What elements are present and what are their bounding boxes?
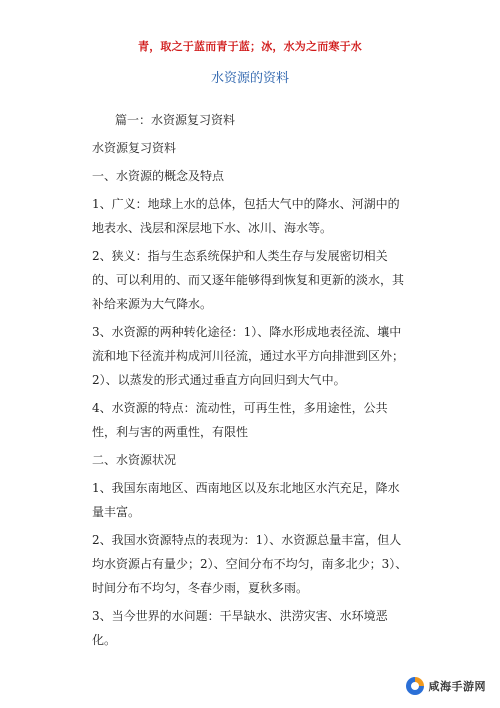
paragraph-national-features: 2、我国水资源特点的表现为：1）、水资源总量丰富，但人均水资源占有量少；2）、空间分布不均匀，南多北少；3）、时间分布不均匀，冬春少雨，夏秋多雨。: [92, 533, 408, 595]
subtitle: 水资源复习资料: [92, 141, 177, 155]
section-heading-status: 二、水资源状况: [92, 453, 177, 467]
paragraph-narrow-definition: 2、狭义：指与生态系统保护和人类生存与发展密切相关的、可以利用的、而又逐年能够得到恢复和更新的淡水，其补给来源为大气降水。: [92, 249, 405, 311]
paragraph-transformation-paths: 3、水资源的两种转化途径：1）、降水形成地表径流、壤中流和地下径流并构成河川径流，通过水平方向排泄到区外；2）、以蒸发的形式通过垂直方向回归到大气中。: [92, 325, 405, 387]
paragraph-regional-rainfall: 1、我国东南地区、西南地区以及东北地区水汽充足，降水量丰富。: [92, 481, 400, 519]
site-name: 咸海手游网: [428, 680, 486, 693]
section-heading-part-one: 篇一：水资源复习资料: [115, 113, 236, 127]
paragraph-broad-definition: 1、广义：地球上水的总体，包括大气中的降水、河湖中的地表水、浅层和深层地下水、冰川、海水等。: [92, 197, 400, 235]
site-watermark: [405, 676, 487, 696]
document-title: 水资源的资料: [210, 71, 289, 86]
paragraph-characteristics: 4、水资源的特点：流动性，可再生性，多用途性，公共性，利与害的两重性，有限性: [92, 401, 388, 439]
paragraph-world-problems: 3、当今世界的水问题：干旱缺水、洪涝灾害、水环境恶化。: [92, 609, 388, 647]
site-logo-icon: [405, 676, 425, 696]
header-motto: 青，取之于蓝而青于蓝；冰，水为之而寒于水: [138, 40, 362, 53]
section-heading-concept: 一、水资源的概念及特点: [92, 169, 225, 183]
document-body: [92, 108, 410, 656]
